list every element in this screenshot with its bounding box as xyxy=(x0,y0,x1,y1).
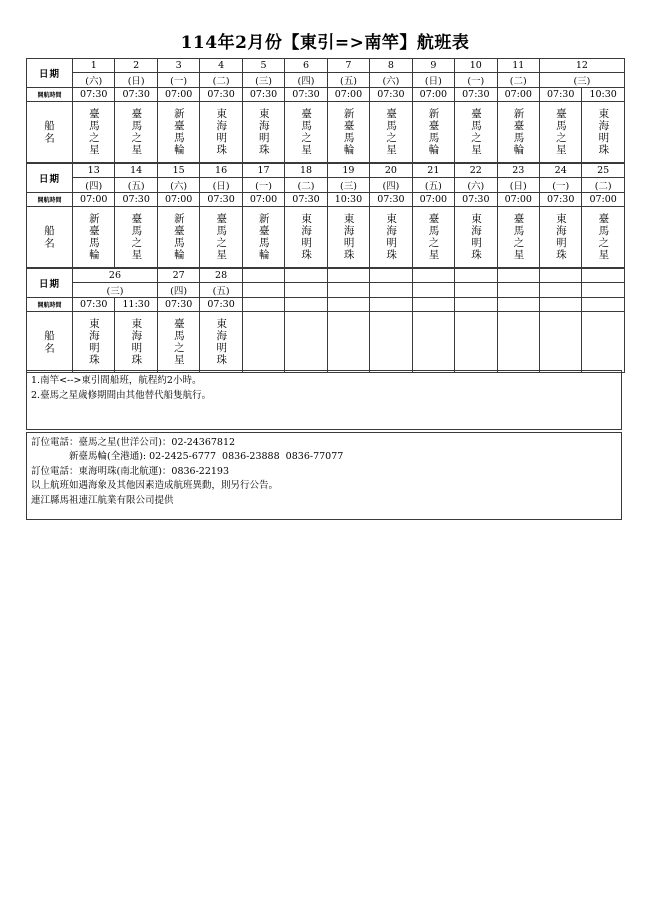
vertical-text: 臺馬之星 xyxy=(385,108,398,156)
ship-name-cell xyxy=(539,207,581,268)
ship-name-cell xyxy=(242,102,284,163)
departure-time-cell: 07:30 xyxy=(200,88,242,102)
note-line: 2.臺馬之星歲修期間由其他替代船隻航行。 xyxy=(31,389,212,401)
empty-cell xyxy=(327,312,369,373)
departure-time-cell: 07:30 xyxy=(200,193,242,207)
vertical-text: 東海明珠 xyxy=(469,213,482,261)
vertical-text: 東海明珠 xyxy=(215,108,228,156)
departure-time-cell: 07:30 xyxy=(73,88,115,102)
day-number-cell: 4 xyxy=(200,59,242,73)
departure-time-cell: 07:30 xyxy=(242,88,284,102)
weekday-row xyxy=(27,283,625,298)
departure-time-cell: 07:00 xyxy=(157,88,199,102)
departure-time-cell: 07:30 xyxy=(370,193,412,207)
empty-cell xyxy=(242,298,284,312)
page-title: 114年2月份【東引=>南竿】航班表 xyxy=(180,33,470,53)
empty-cell xyxy=(412,312,454,373)
day-number-cell: 1 xyxy=(73,59,115,73)
vertical-text: 東海明珠 xyxy=(87,318,100,366)
day-number-cell: 25 xyxy=(582,164,624,178)
vertical-text: 新臺馬輪 xyxy=(172,108,185,156)
ship-name-cell xyxy=(412,207,454,268)
departure-time-row xyxy=(27,298,625,312)
row-label-ship-name xyxy=(27,312,73,373)
weekday-cell: (一) xyxy=(455,73,497,88)
empty-cell xyxy=(285,298,327,312)
empty-cell xyxy=(327,269,369,283)
day-number-cell: 12 xyxy=(539,59,624,73)
day-number-cell: 14 xyxy=(115,164,157,178)
day-number-cell: 10 xyxy=(455,59,497,73)
empty-cell xyxy=(242,269,284,283)
schedule-table-block-1 xyxy=(26,58,625,163)
weekday-cell: (二) xyxy=(582,178,624,193)
vertical-text: 新臺馬輪 xyxy=(257,213,270,261)
row-label-date: 日期 xyxy=(27,164,73,193)
day-number-cell: 18 xyxy=(285,164,327,178)
day-number-cell: 3 xyxy=(157,59,199,73)
vertical-text: 船名 xyxy=(43,329,55,355)
ship-name-cell xyxy=(73,207,115,268)
empty-cell xyxy=(497,298,539,312)
day-number-cell: 28 xyxy=(200,269,242,283)
day-number-cell: 6 xyxy=(285,59,327,73)
vertical-text: 臺馬之星 xyxy=(87,108,100,156)
weekday-cell: (日) xyxy=(412,73,454,88)
vertical-text: 新臺馬輪 xyxy=(512,108,525,156)
day-number-cell: 21 xyxy=(412,164,454,178)
note-line: 1.南竿<-->東引間船班，航程約2小時。 xyxy=(31,375,202,386)
weekday-cell: (一) xyxy=(539,178,581,193)
day-number-cell: 15 xyxy=(157,164,199,178)
ship-name-cell xyxy=(582,207,624,268)
day-number-cell: 13 xyxy=(73,164,115,178)
ship-name-cell xyxy=(497,102,539,163)
departure-time-cell: 07:00 xyxy=(73,193,115,207)
weekday-cell: (三) xyxy=(539,73,624,88)
row-label-ship-name xyxy=(27,102,73,163)
day-number-cell: 11 xyxy=(497,59,539,73)
departure-time-cell: 07:30 xyxy=(115,193,157,207)
day-number-cell: 2 xyxy=(115,59,157,73)
ship-name-cell xyxy=(539,102,581,163)
departure-time-cell: 07:00 xyxy=(497,88,539,102)
departure-time-cell: 07:30 xyxy=(370,88,412,102)
vertical-text: 臺馬之星 xyxy=(469,108,482,156)
day-number-cell: 5 xyxy=(242,59,284,73)
contact-box xyxy=(26,432,622,520)
empty-cell xyxy=(285,283,327,298)
departure-time-cell: 07:00 xyxy=(327,88,369,102)
ship-name-cell xyxy=(455,102,497,163)
vertical-text: 臺馬之星 xyxy=(427,213,440,261)
day-number-cell: 8 xyxy=(370,59,412,73)
departure-time-cell: 07:00 xyxy=(497,193,539,207)
vertical-text: 新臺馬輪 xyxy=(87,213,100,261)
day-number-cell: 27 xyxy=(157,269,199,283)
empty-cell xyxy=(539,312,581,373)
ship-name-cell xyxy=(73,102,115,163)
empty-cell xyxy=(370,312,412,373)
departure-time-cell: 10:30 xyxy=(327,193,369,207)
provider-line: 連江縣馬祖連江航業有限公司提供 xyxy=(31,494,174,506)
empty-cell xyxy=(582,298,624,312)
weekday-cell: (四) xyxy=(157,283,199,298)
ship-name-cell xyxy=(200,312,242,373)
vertical-text: 臺馬之星 xyxy=(172,318,185,366)
weekday-cell: (六) xyxy=(157,178,199,193)
departure-time-cell: 07:30 xyxy=(115,88,157,102)
departure-time-cell: 07:30 xyxy=(285,193,327,207)
departure-time-row xyxy=(27,88,625,102)
ship-name-cell xyxy=(242,207,284,268)
ship-name-cell xyxy=(157,207,199,268)
weekday-cell: (日) xyxy=(497,178,539,193)
row-label-departure-time: 開航時間 xyxy=(27,88,73,102)
vertical-text: 東海明珠 xyxy=(597,108,610,156)
empty-cell xyxy=(285,269,327,283)
weekday-cell: (一) xyxy=(242,178,284,193)
schedule-tables-2 xyxy=(26,163,624,268)
vertical-text: 東海明珠 xyxy=(215,318,228,366)
weekday-cell: (二) xyxy=(497,73,539,88)
departure-time-cell: 07:00 xyxy=(582,193,624,207)
ship-name-cell xyxy=(582,102,624,163)
departure-time-cell: 07:30 xyxy=(455,88,497,102)
departure-time-row xyxy=(27,193,625,207)
empty-cell xyxy=(539,298,581,312)
weekday-cell: (日) xyxy=(200,178,242,193)
vertical-text: 東海明珠 xyxy=(342,213,355,261)
vertical-text: 新臺馬輪 xyxy=(172,213,185,261)
weekday-row xyxy=(27,178,625,193)
ship-name-cell xyxy=(200,207,242,268)
day-number-cell: 7 xyxy=(327,59,369,73)
ship-name-cell xyxy=(412,102,454,163)
vertical-text: 臺馬之星 xyxy=(130,213,143,261)
date-row xyxy=(27,269,625,283)
departure-time-cell: 07:30 xyxy=(285,88,327,102)
departure-time-cell: 07:30 xyxy=(539,193,581,207)
vertical-text: 臺馬之星 xyxy=(300,108,313,156)
ship-name-cell xyxy=(497,207,539,268)
weekday-cell: (日) xyxy=(115,73,157,88)
empty-cell xyxy=(582,269,624,283)
vertical-text: 東海明珠 xyxy=(257,108,270,156)
departure-time-cell: 07:30 xyxy=(200,298,242,312)
departure-time-cell: 11:30 xyxy=(115,298,157,312)
empty-cell xyxy=(412,269,454,283)
weekday-cell: (三) xyxy=(242,73,284,88)
vertical-text: 東海明珠 xyxy=(554,213,567,261)
vertical-text: 東海明珠 xyxy=(130,318,143,366)
weekday-cell: (四) xyxy=(370,178,412,193)
departure-time-cell: 07:30 xyxy=(157,298,199,312)
contact-line-taima-star: 訂位電話：臺馬之星(世洋公司)：02-24367812 xyxy=(31,437,236,448)
empty-cell xyxy=(285,312,327,373)
empty-cell xyxy=(539,269,581,283)
empty-cell xyxy=(455,269,497,283)
ship-name-cell xyxy=(157,102,199,163)
schedule-tables-3 xyxy=(26,268,624,373)
schedule-table-block-2 xyxy=(26,163,625,268)
empty-cell xyxy=(455,283,497,298)
empty-cell xyxy=(497,283,539,298)
schedule-tables xyxy=(26,58,624,163)
weekday-cell: (六) xyxy=(455,178,497,193)
day-number-cell: 23 xyxy=(497,164,539,178)
ship-name-cell xyxy=(327,102,369,163)
empty-cell xyxy=(370,283,412,298)
empty-cell xyxy=(539,283,581,298)
weekday-row xyxy=(27,73,625,88)
notes-box xyxy=(26,370,622,430)
date-row xyxy=(27,164,625,178)
ship-name-cell xyxy=(73,312,115,373)
ship-name-cell xyxy=(370,102,412,163)
vertical-text: 臺馬之星 xyxy=(554,108,567,156)
contact-line-xin-taima: 新臺馬輪(全港通): 02-2425-6777 0836-23888 0836-77077 xyxy=(69,451,344,463)
empty-cell xyxy=(327,283,369,298)
day-number-cell: 20 xyxy=(370,164,412,178)
ship-name-row xyxy=(27,102,625,163)
empty-cell xyxy=(370,298,412,312)
vertical-text: 臺馬之星 xyxy=(512,213,525,261)
departure-time-cell: 07:00 xyxy=(412,88,454,102)
empty-cell xyxy=(370,269,412,283)
day-number-cell: 17 xyxy=(242,164,284,178)
ship-name-cell xyxy=(115,102,157,163)
row-label-departure-time: 開航時間 xyxy=(27,298,73,312)
schedule-table-block-3 xyxy=(26,268,625,373)
empty-cell xyxy=(582,283,624,298)
vertical-text: 臺馬之星 xyxy=(597,213,610,261)
row-label-date: 日期 xyxy=(27,269,73,298)
weekday-cell: (六) xyxy=(73,73,115,88)
contact-line-donghai-pearl: 訂位電話：東海明珠(南北航運)：0836-22193 xyxy=(31,465,230,477)
row-label-date: 日期 xyxy=(27,59,73,88)
departure-time-cell: 07:00 xyxy=(412,193,454,207)
vertical-text: 船名 xyxy=(43,224,55,250)
weekday-cell: (三) xyxy=(73,283,158,298)
weekday-cell: (四) xyxy=(285,73,327,88)
departure-time-cell: 10:30 xyxy=(582,88,624,102)
weekday-cell: (四) xyxy=(73,178,115,193)
day-number-cell: 24 xyxy=(539,164,581,178)
day-number-cell: 19 xyxy=(327,164,369,178)
empty-cell xyxy=(327,298,369,312)
ship-name-cell xyxy=(285,207,327,268)
weekday-cell: (二) xyxy=(285,178,327,193)
weekday-cell: (五) xyxy=(327,73,369,88)
vertical-text: 臺馬之星 xyxy=(215,213,228,261)
empty-cell xyxy=(412,283,454,298)
departure-time-cell: 07:30 xyxy=(539,88,581,102)
vertical-text: 臺馬之星 xyxy=(130,108,143,156)
day-number-cell: 16 xyxy=(200,164,242,178)
day-number-cell: 9 xyxy=(412,59,454,73)
departure-time-cell: 07:30 xyxy=(73,298,115,312)
ship-name-cell xyxy=(327,207,369,268)
empty-cell xyxy=(412,298,454,312)
vertical-text: 東海明珠 xyxy=(300,213,313,261)
empty-cell xyxy=(455,312,497,373)
ship-name-cell xyxy=(115,312,157,373)
departure-time-cell: 07:30 xyxy=(455,193,497,207)
vertical-text: 新臺馬輪 xyxy=(342,108,355,156)
ship-name-row xyxy=(27,312,625,373)
ship-name-cell xyxy=(370,207,412,268)
date-row xyxy=(27,59,625,73)
empty-cell xyxy=(242,312,284,373)
row-label-departure-time: 開航時間 xyxy=(27,193,73,207)
ship-name-cell xyxy=(115,207,157,268)
row-label-ship-name xyxy=(27,207,73,268)
empty-cell xyxy=(242,283,284,298)
weekday-cell: (五) xyxy=(115,178,157,193)
ship-name-row xyxy=(27,207,625,268)
weekday-cell: (五) xyxy=(412,178,454,193)
weekday-cell: (五) xyxy=(200,283,242,298)
weekday-cell: (一) xyxy=(157,73,199,88)
ship-name-cell xyxy=(200,102,242,163)
empty-cell xyxy=(497,312,539,373)
vertical-text: 船名 xyxy=(43,119,55,145)
empty-cell xyxy=(455,298,497,312)
empty-cell xyxy=(497,269,539,283)
ship-name-cell xyxy=(455,207,497,268)
departure-time-cell: 07:00 xyxy=(157,193,199,207)
ship-name-cell xyxy=(157,312,199,373)
ship-name-cell xyxy=(285,102,327,163)
departure-time-cell: 07:00 xyxy=(242,193,284,207)
vertical-text: 新臺馬輪 xyxy=(427,108,440,156)
weekday-cell: (二) xyxy=(200,73,242,88)
day-number-cell: 22 xyxy=(455,164,497,178)
weekday-cell: (三) xyxy=(327,178,369,193)
weekday-cell: (六) xyxy=(370,73,412,88)
empty-cell xyxy=(582,312,624,373)
vertical-text: 東海明珠 xyxy=(385,213,398,261)
disclaimer-line: 以上航班如遇海象及其他因素造成航班異動，則另行公告。 xyxy=(31,480,279,492)
day-number-cell: 26 xyxy=(73,269,158,283)
